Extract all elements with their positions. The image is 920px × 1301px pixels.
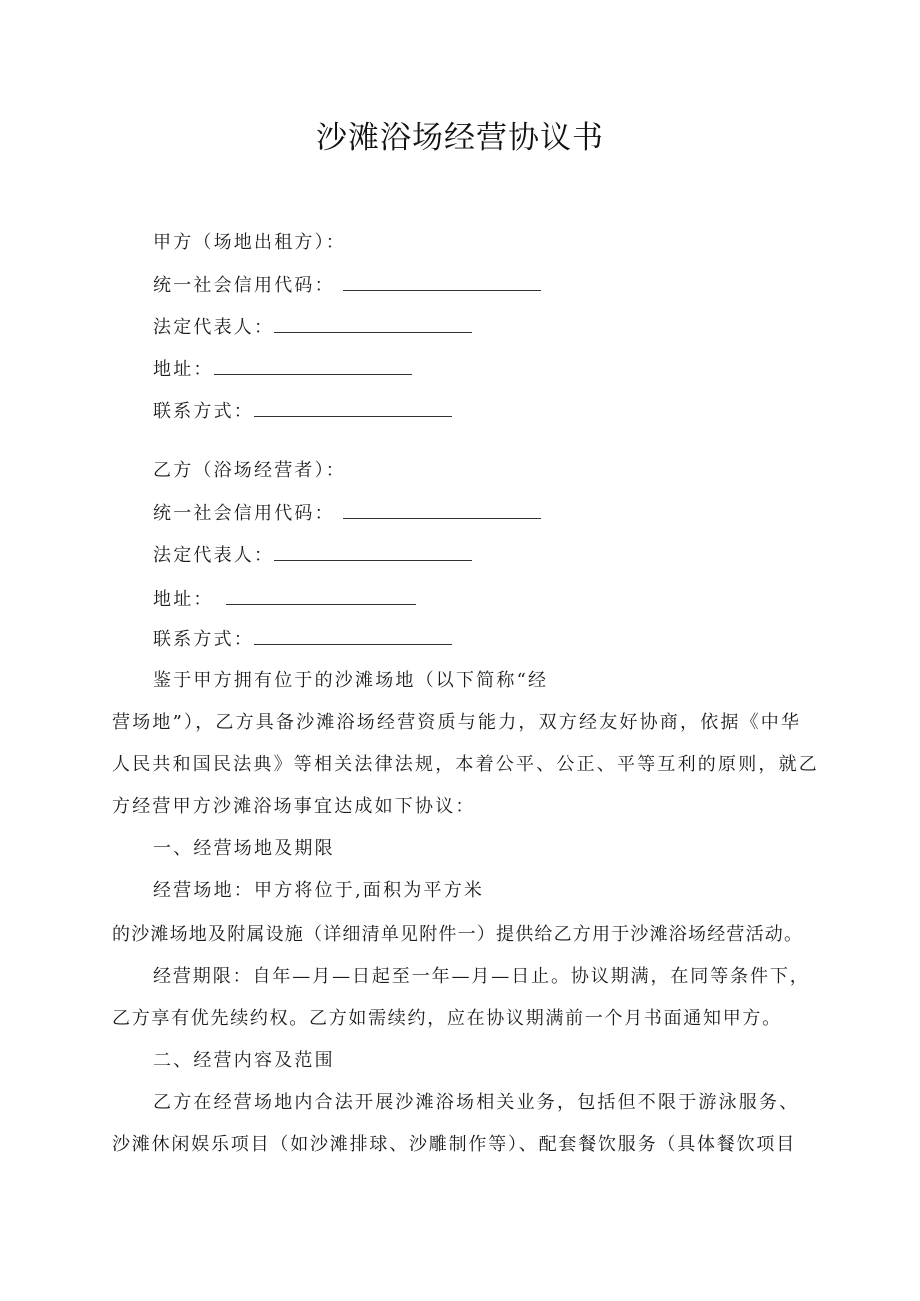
party-a-credit-code-row bbox=[153, 272, 541, 298]
party-a-contact-blank[interactable] bbox=[254, 398, 452, 417]
party-b-address-label: 地址： bbox=[153, 589, 214, 610]
party-b-address-row bbox=[153, 586, 416, 612]
section-1-heading: 一、经营场地及期限 bbox=[153, 838, 335, 859]
party-b-heading: 乙方（浴场经营者）： bbox=[153, 460, 346, 481]
party-b-contact-row bbox=[153, 626, 452, 652]
preamble-line: 方经营甲方沙滩浴场事宜达成如下协议： bbox=[112, 796, 476, 817]
section-1-site-line: 的沙滩场地及附属设施（详细清单见附件一）提供给乙方用于沙滩浴场经营活动。 bbox=[112, 924, 804, 945]
preamble-line: 人民共和国民法典》等相关法律法规，本着公平、公正、平等互利的原则，就乙 bbox=[112, 754, 819, 775]
party-a-credit-code-label: 统一社会信用代码： bbox=[153, 275, 335, 296]
party-a-contact-row bbox=[153, 398, 452, 424]
preamble-line: 营场地”），乙方具备沙滩浴场经营资质与能力，双方经友好协商，依据《中华 bbox=[112, 712, 802, 733]
party-a-credit-code-blank[interactable] bbox=[343, 272, 541, 291]
party-a-address-blank[interactable] bbox=[214, 356, 412, 375]
party-b-legal-rep-row bbox=[153, 542, 472, 568]
preamble-line: 鉴于甲方拥有位于的沙滩场地（以下简称“经 bbox=[153, 670, 549, 691]
party-a-address-label: 地址： bbox=[153, 359, 214, 380]
party-b-legal-rep-blank[interactable] bbox=[274, 542, 472, 561]
party-b-legal-rep-label: 法定代表人： bbox=[153, 545, 275, 566]
section-1-term-line: 乙方享有优先续约权。乙方如需续约，应在协议期满前一个月书面通知甲方。 bbox=[112, 1008, 782, 1029]
party-a-legal-rep-label: 法定代表人： bbox=[153, 317, 275, 338]
party-a-contact-label: 联系方式： bbox=[153, 401, 254, 422]
party-b-contact-blank[interactable] bbox=[254, 626, 452, 645]
section-1-term-line: 经营期限：自年—月—日起至一年—月—日止。协议期满，在同等条件下， bbox=[153, 966, 810, 987]
party-b-credit-code-blank[interactable] bbox=[343, 500, 541, 519]
party-a-legal-rep-row bbox=[153, 314, 472, 340]
party-a-legal-rep-blank[interactable] bbox=[274, 314, 472, 333]
party-b-credit-code-row bbox=[153, 500, 541, 526]
document-title: 沙滩浴场经营协议书 bbox=[316, 120, 604, 156]
party-b-address-blank[interactable] bbox=[226, 586, 416, 605]
party-b-contact-label: 联系方式： bbox=[153, 629, 254, 650]
party-a-heading: 甲方（场地出租方）： bbox=[153, 232, 346, 253]
party-a-address-row bbox=[153, 356, 412, 382]
party-b-credit-code-label: 统一社会信用代码： bbox=[153, 503, 335, 524]
section-2-line: 沙滩休闲娱乐项目（如沙滩排球、沙雕制作等）、配套餐饮服务（具体餐饮项目 bbox=[112, 1134, 796, 1155]
section-2-heading: 二、经营内容及范围 bbox=[153, 1050, 335, 1071]
section-2-line: 乙方在经营场地内合法开展沙滩浴场相关业务，包括但不限于游泳服务、 bbox=[153, 1092, 800, 1113]
section-1-site-line: 经营场地：甲方将位于,面积为平方米 bbox=[153, 880, 485, 901]
